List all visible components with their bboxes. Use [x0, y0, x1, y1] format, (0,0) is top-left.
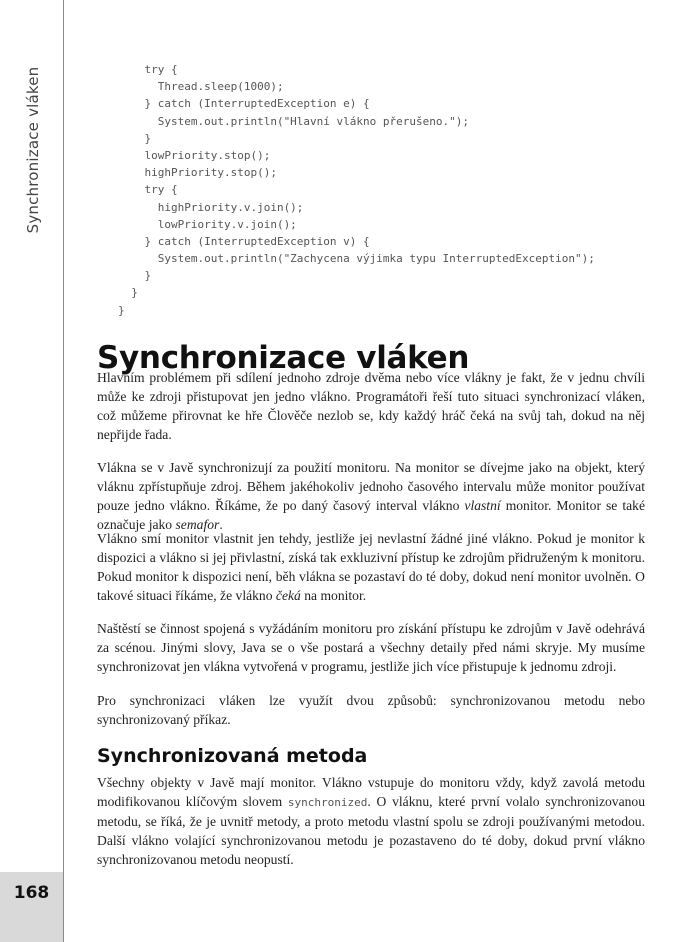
code-line: lowPriority.stop();	[118, 148, 271, 162]
code-line: highPriority.v.join();	[118, 200, 304, 214]
paragraph-6	[97, 774, 645, 870]
paragraph-text: .	[219, 516, 223, 532]
code-line: } catch (InterruptedException v) {	[118, 234, 370, 248]
code-line: } catch (InterruptedException e) {	[118, 97, 370, 111]
paragraph-text: na monitor.	[300, 587, 367, 603]
code-line: }	[118, 303, 125, 317]
paragraph-3	[97, 530, 645, 606]
code-line: try {	[118, 183, 178, 197]
emphasis-vlastni: vlastní	[464, 497, 501, 513]
paragraph-4: Naštěstí se činnost spojená s vyžádáním monitoru pro získání přístupu ke zdrojům v Javě odehrává za scénou. Jinými slovy, Java se o vše postará a všechny detaily před námi skryje. My musíme synchronizovat jen vlákna vytvořená v programu, jestliže jich více přistupuje k jednomu zdroji.	[97, 621, 645, 674]
paragraph-5: Pro synchronizaci vláken lze využít dvou způsobů: synchronizovanou metodu nebo synchronizovaný příkaz.	[97, 693, 645, 727]
paragraph-text: . O vláknu, které první volalo synchronizovanou metodu, se říká, že je uvnitř metody, a proto metodu vlastní spolu se zdroji používanými metodou. Další vlákno volající synchronizovanou metodu je pozastaveno do té doby, dokud první vlákno synchronizovanou metodu neopustí.	[97, 793, 645, 867]
emphasis-ceka: čeká	[275, 587, 301, 603]
paragraph-text: monitor. Monitor se také označuje jako	[97, 497, 645, 532]
subsection-heading: Synchronizovaná metoda	[97, 745, 368, 767]
code-line: highPriority.stop();	[118, 166, 277, 180]
code-line: }	[118, 286, 138, 300]
page-number: 168	[13, 883, 50, 903]
code-line: lowPriority.v.join();	[118, 217, 297, 231]
code-line: }	[118, 131, 152, 145]
paragraph-1: Hlavním problémem při sdílení jednoho zdroje dvěma nebo více vlákny je fakt, že v jednu chvíli může ke zdroji přistupovat jen jedno vlákno. Programátoři řeší tuto situaci synchronizací vláken, což můžeme přirovnat ke hře Člověče nezlob se, kdy každý hráč čeká na svůj tah, dokud na něj nepřijde řada.	[97, 370, 645, 442]
sidebar	[0, 0, 64, 942]
emphasis-semafor: semafor	[175, 516, 220, 532]
running-header: Synchronizace vláken	[24, 66, 42, 234]
paragraph-text: Vlákna se v Javě synchronizují za použití monitoru. Na monitor se dívejme jako na objekt, který vláknu zpřístupňuje zdroj. Během jakéhokoliv jednoho časového intervalu může monitor používat pouze jedno vlákno. Říkáme, že po daný časový interval vlákno	[97, 460, 645, 513]
paragraph-text: Všechny objekty v Javě mají monitor. Vlákno vstupuje do monitoru vždy, když zavolá metodu modifikovanou klíčovým slovem	[97, 775, 645, 809]
code-listing	[118, 61, 595, 319]
section-heading: Synchronizace vláken	[97, 340, 470, 376]
code-line: System.out.println("Hlavní vlákno přerušeno.");	[118, 114, 469, 128]
paragraph-text: Vlákno smí monitor vlastnit jen tehdy, jestliže jej nevlastní žádné jiné vlákno. Pokud je monitor k dispozici a vlákno si jej přivlastní, získá tak exkluzivní přístup ke zdrojům přidruženým k monitoru. Pokud monitor k dispozici není, běh vlákna se pozastaví do té doby, dokud není monitor uvolněn. O takové situaci říkáme, že vlákno	[97, 531, 645, 603]
inline-code-synchronized: synchronized	[287, 795, 368, 809]
paragraph-2	[97, 459, 645, 535]
code-line: System.out.println("Zachycena výjimka typu InterruptedException");	[118, 252, 595, 266]
code-line: Thread.sleep(1000);	[118, 80, 284, 94]
code-line: try {	[118, 63, 178, 76]
code-line: }	[118, 269, 152, 283]
